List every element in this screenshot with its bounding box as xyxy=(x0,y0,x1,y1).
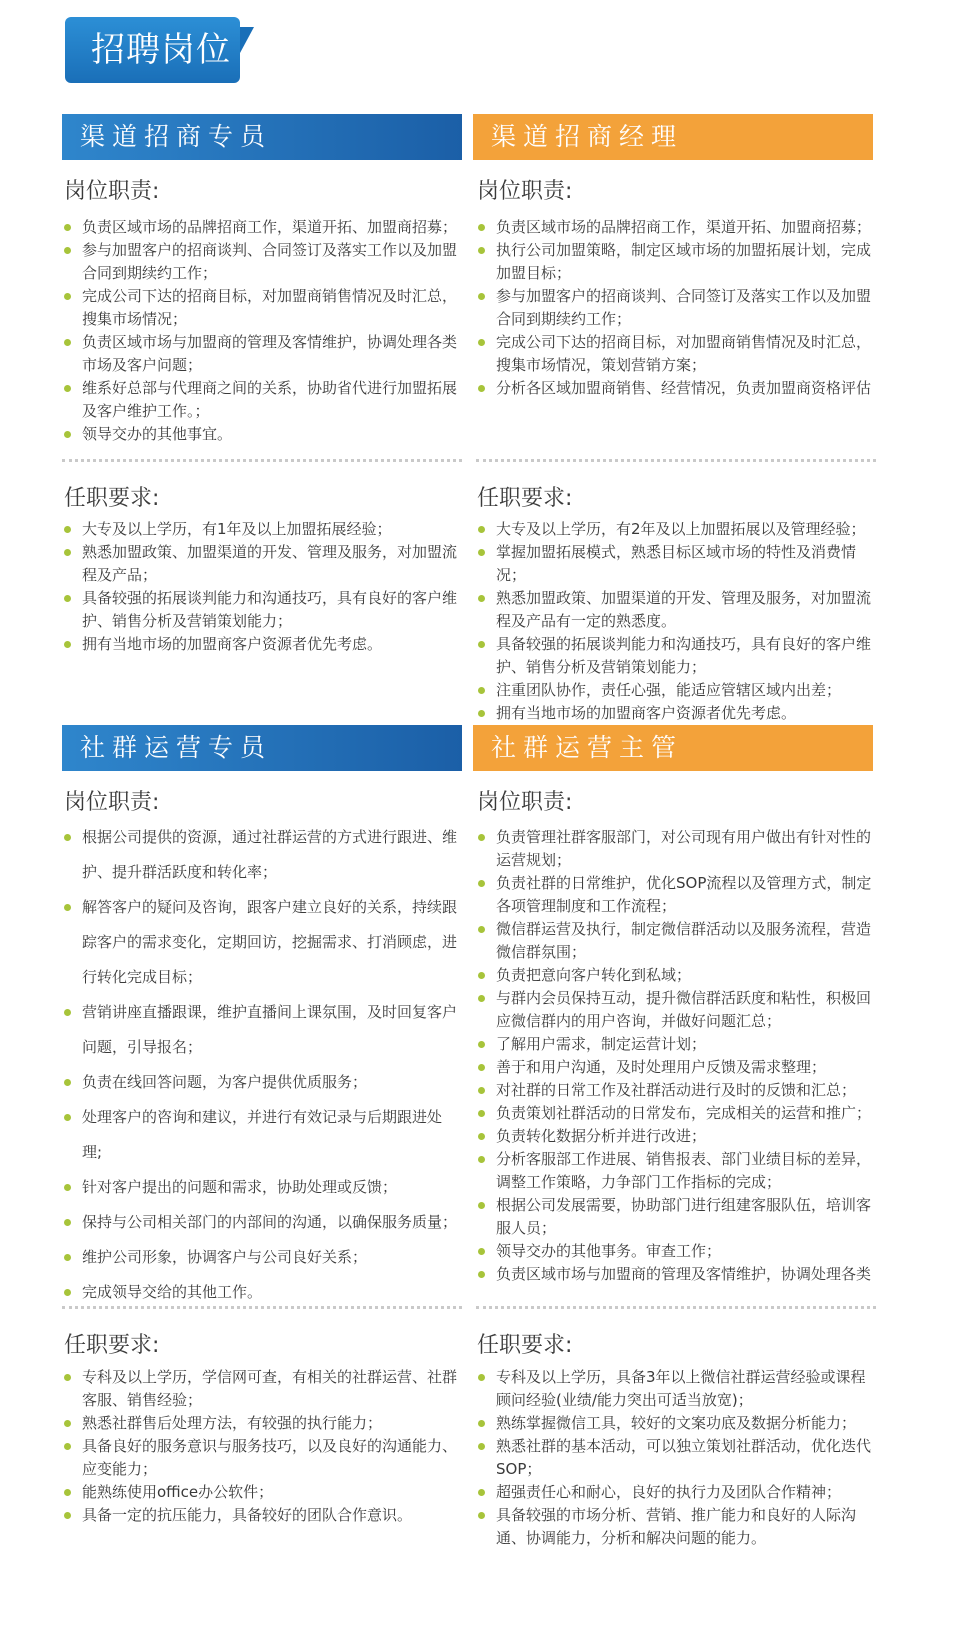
divider xyxy=(476,1306,876,1309)
job-title: 渠道招商专员 xyxy=(62,114,462,160)
job-title: 社群运营主管 xyxy=(473,725,873,771)
list-item: 完成公司下达的招商目标，对加盟商销售情况及时汇总，搜集市场情况，策划营销方案； xyxy=(476,331,876,377)
list-item: 熟悉社群的基本活动，可以独立策划社群活动，优化迭代SOP； xyxy=(476,1435,880,1481)
list-item: 对社群的日常工作及社群活动进行及时的反馈和汇总； xyxy=(476,1079,880,1102)
list-item: 保持与公司相关部门的内部间的沟通，以确保服务质量； xyxy=(62,1205,462,1240)
list-item: 大专及以上学历，有2年及以上加盟拓展以及管理经验； xyxy=(476,518,884,541)
list-item: 熟悉加盟政策、加盟渠道的开发、管理及服务，对加盟流程及产品； xyxy=(62,541,460,587)
list-item: 拥有当地市场的加盟商客户资源者优先考虑。 xyxy=(476,702,884,725)
list-item: 负责区域市场与加盟商的管理及客情维护，协调处理各类市场及客户问题； xyxy=(62,331,460,377)
list-item: 具备较强的拓展谈判能力和沟通技巧，具有良好的客户维护、销售分析及营销策划能力； xyxy=(62,587,460,633)
list-item: 营销讲座直播跟课，维护直播间上课氛围，及时回复客户问题，引导报名； xyxy=(62,995,462,1065)
list-item: 注重团队协作，责任心强，能适应管辖区域内出差； xyxy=(476,679,884,702)
divider xyxy=(62,1306,462,1309)
divider xyxy=(62,459,462,462)
divider xyxy=(476,459,876,462)
list-item: 具备较强的市场分析、营销、推广能力和良好的人际沟通、协调能力，分析和解决问题的能力。 xyxy=(476,1504,880,1550)
list-item: 参与加盟客户的招商谈判、合同签订及落实工作以及加盟合同到期续约工作； xyxy=(62,239,460,285)
list-item: 负责社群的日常维护，优化SOP流程以及管理方式，制定各项管理制度和工作流程； xyxy=(476,872,880,918)
list-item: 拥有当地市场的加盟商客户资源者优先考虑。 xyxy=(62,633,460,656)
duties-list xyxy=(62,820,462,1310)
list-item: 负责管理社群客服部门，对公司现有用户做出有针对性的运营规划； xyxy=(476,826,880,872)
list-item: 负责区域市场的品牌招商工作，渠道开拓、加盟商招募； xyxy=(62,216,460,239)
list-item: 熟练掌握微信工具，较好的文案功底及数据分析能力； xyxy=(476,1412,880,1435)
list-item: 了解用户需求，制定运营计划； xyxy=(476,1033,880,1056)
list-item: 负责在线回答问题，为客户提供优质服务； xyxy=(62,1065,462,1100)
job-card xyxy=(473,114,873,160)
list-item: 执行公司加盟策略，制定区域市场的加盟拓展计划，完成加盟目标； xyxy=(476,239,876,285)
job-card xyxy=(62,725,462,771)
list-item: 具备良好的服务意识与服务技巧，以及良好的沟通能力、应变能力； xyxy=(62,1435,460,1481)
list-item: 解答客户的疑问及咨询，跟客户建立良好的关系，持续跟踪客户的需求变化，定期回访，挖掘需求、打消顾虑，进行转化完成目标； xyxy=(62,890,462,995)
list-item: 负责把意向客户转化到私域； xyxy=(476,964,880,987)
list-item: 微信群运营及执行，制定微信群活动以及服务流程，营造微信群氛围； xyxy=(476,918,880,964)
duties-heading: 岗位职责: xyxy=(477,790,573,815)
list-item: 领导交办的其他事务。审查工作； xyxy=(476,1240,880,1263)
list-item: 善于和用户沟通，及时处理用户反馈及需求整理； xyxy=(476,1056,880,1079)
list-item: 具备一定的抗压能力，具备较好的团队合作意识。 xyxy=(62,1504,460,1527)
requirements-list xyxy=(62,1366,460,1527)
list-item: 维系好总部与代理商之间的关系，协助省代进行加盟拓展及客户维护工作。； xyxy=(62,377,460,423)
duties-list xyxy=(476,826,880,1286)
job-card xyxy=(62,114,462,160)
list-item: 负责转化数据分析并进行改进； xyxy=(476,1125,880,1148)
list-item: 负责区域市场的品牌招商工作，渠道开拓、加盟商招募； xyxy=(476,216,876,239)
requirements-heading: 任职要求: xyxy=(64,1333,160,1358)
list-item: 负责区域市场与加盟商的管理及客情维护，协调处理各类 xyxy=(476,1263,880,1286)
requirements-list xyxy=(476,518,884,725)
requirements-heading: 任职要求: xyxy=(64,486,160,511)
requirements-heading: 任职要求: xyxy=(477,486,573,511)
list-item: 针对客户提出的问题和需求，协助处理或反馈； xyxy=(62,1170,462,1205)
job-card xyxy=(473,725,873,771)
list-item: 负责策划社群活动的日常发布，完成相关的运营和推广； xyxy=(476,1102,880,1125)
list-item: 维护公司形象，协调客户与公司良好关系； xyxy=(62,1240,462,1275)
requirements-heading: 任职要求: xyxy=(477,1333,573,1358)
duties-heading: 岗位职责: xyxy=(64,179,160,204)
list-item: 能熟练使用office办公软件； xyxy=(62,1481,460,1504)
page-title: 招聘岗位 xyxy=(65,17,240,83)
list-item: 参与加盟客户的招商谈判、合同签订及落实工作以及加盟合同到期续约工作； xyxy=(476,285,876,331)
list-item: 完成公司下达的招商目标，对加盟商销售情况及时汇总，搜集市场情况； xyxy=(62,285,460,331)
list-item: 大专及以上学历，有1年及以上加盟拓展经验； xyxy=(62,518,460,541)
list-item: 专科及以上学历，具备3年以上微信社群运营经验或课程顾问经验(业绩/能力突出可适当放宽)； xyxy=(476,1366,880,1412)
requirements-list xyxy=(62,518,460,656)
job-title: 渠道招商经理 xyxy=(473,114,873,160)
job-title: 社群运营专员 xyxy=(62,725,462,771)
list-item: 分析客服部工作进展、销售报表、部门业绩目标的差异，调整工作策略，力争部门工作指标的完成； xyxy=(476,1148,880,1194)
list-item: 熟悉加盟政策、加盟渠道的开发、管理及服务，对加盟流程及产品有一定的熟悉度。 xyxy=(476,587,884,633)
list-item: 专科及以上学历，学信网可查，有相关的社群运营、社群客服、销售经验； xyxy=(62,1366,460,1412)
duties-list xyxy=(62,216,460,446)
list-item: 分析各区域加盟商销售、经营情况，负责加盟商资格评估 xyxy=(476,377,876,400)
list-item: 与群内会员保持互动，提升微信群活跃度和粘性，积极回应微信群内的用户咨询，并做好问题汇总； xyxy=(476,987,880,1033)
list-item: 熟悉社群售后处理方法，有较强的执行能力； xyxy=(62,1412,460,1435)
duties-heading: 岗位职责: xyxy=(477,179,573,204)
requirements-list xyxy=(476,1366,880,1550)
list-item: 领导交办的其他事宜。 xyxy=(62,423,460,446)
list-item: 根据公司提供的资源，通过社群运营的方式进行跟进、维护、提升群活跃度和转化率； xyxy=(62,820,462,890)
list-item: 根据公司发展需要，协助部门进行组建客服队伍，培训客服人员； xyxy=(476,1194,880,1240)
list-item: 处理客户的咨询和建议，并进行有效记录与后期跟进处理; xyxy=(62,1100,462,1170)
list-item: 超强责任心和耐心，良好的执行力及团队合作精神； xyxy=(476,1481,880,1504)
list-item: 具备较强的拓展谈判能力和沟通技巧，具有良好的客户维护、销售分析及营销策划能力； xyxy=(476,633,884,679)
list-item: 完成领导交给的其他工作。 xyxy=(62,1275,462,1310)
duties-heading: 岗位职责: xyxy=(64,790,160,815)
duties-list xyxy=(476,216,876,400)
list-item: 掌握加盟拓展模式，熟悉目标区域市场的特性及消费情况； xyxy=(476,541,884,587)
